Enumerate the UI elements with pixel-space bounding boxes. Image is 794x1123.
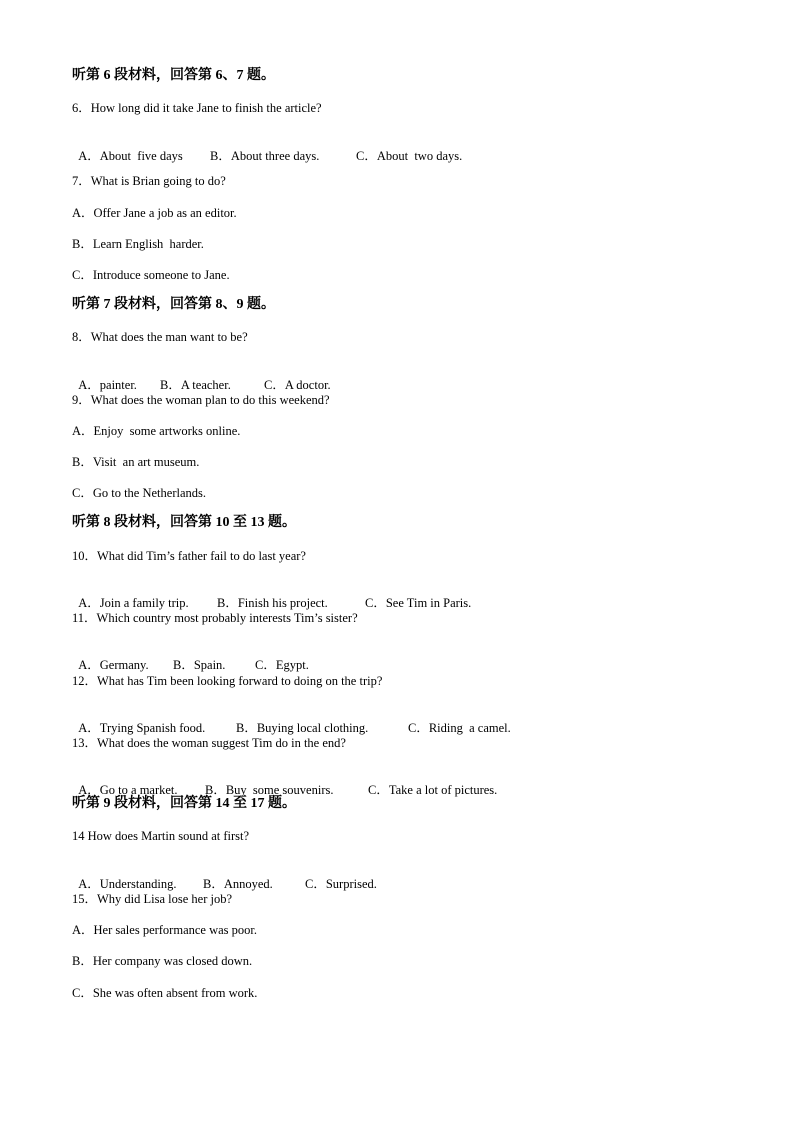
section-heading: 听第 9 段材料，回答第 14 至 17 题。	[72, 796, 296, 811]
question-13: 13．What does the woman suggest Tim do in the end?	[72, 736, 346, 750]
option-a: A．Trying Spanish food.	[78, 721, 206, 735]
option-a: A．About five days	[78, 149, 183, 163]
option-a: A．painter.	[78, 378, 137, 392]
option-b: B．A teacher.	[160, 378, 231, 392]
option-c: C．Riding a camel.	[408, 721, 511, 735]
option-c: C．A doctor.	[264, 378, 331, 392]
option-c: C．Surprised.	[305, 877, 377, 891]
question-14-options	[72, 860, 377, 892]
option-c: C．Egypt.	[255, 658, 309, 672]
question-15: 15．Why did Lisa lose her job?	[72, 892, 233, 906]
option-b: B．Buying local clothing.	[236, 721, 369, 735]
question-9-option-c: C．Go to the Netherlands.	[72, 486, 207, 500]
question-15-option-c: C．She was often absent from work.	[72, 986, 258, 1000]
option-b: B．Spain.	[173, 658, 226, 672]
option-c: C．See Tim in Paris.	[365, 596, 472, 610]
option-a: A．Go to a market.	[78, 783, 178, 797]
section-heading: 听第 8 段材料，回答第 10 至 13 题。	[72, 515, 296, 530]
section-heading: 听第 6 段材料，回答第 6、7 题。	[72, 68, 275, 83]
question-15-option-a: A．Her sales performance was poor.	[72, 923, 258, 937]
question-13-options	[72, 766, 498, 798]
question-6: 6．How long did it take Jane to finish the article?	[72, 101, 322, 115]
question-11: 11．Which country most probably interests Tim’s sister?	[72, 611, 358, 625]
question-12: 12．What has Tim been looking forward to doing on the trip?	[72, 674, 383, 688]
question-9-option-a: A．Enjoy some artworks online.	[72, 424, 241, 438]
option-b: B．Finish his project.	[217, 596, 328, 610]
question-8-options	[72, 361, 331, 393]
option-a: A．Join a family trip.	[78, 596, 189, 610]
question-14: 14 How does Martin sound at first?	[72, 829, 250, 843]
question-9-option-b: B．Visit an art museum.	[72, 455, 200, 469]
question-7: 7．What is Brian going to do?	[72, 174, 226, 188]
question-15-option-b: B．Her company was closed down.	[72, 954, 253, 968]
question-12-options	[72, 704, 511, 736]
option-b: B．Annoyed.	[203, 877, 273, 891]
option-b: B．About three days.	[210, 149, 320, 163]
option-c: C．About two days.	[356, 149, 463, 163]
section-heading: 听第 7 段材料，回答第 8、9 题。	[72, 297, 275, 312]
question-7-option-b: B．Learn English harder.	[72, 237, 204, 251]
question-10: 10．What did Tim’s father fail to do last year?	[72, 549, 306, 563]
question-6-options	[72, 132, 463, 164]
question-11-options	[72, 641, 309, 673]
question-10-options	[72, 579, 472, 611]
option-a: A．Understanding.	[78, 877, 177, 891]
question-9: 9．What does the woman plan to do this weekend?	[72, 393, 330, 407]
option-a: A．Germany.	[78, 658, 149, 672]
question-7-option-c: C．Introduce someone to Jane.	[72, 268, 230, 282]
question-7-option-a: A．Offer Jane a job as an editor.	[72, 206, 237, 220]
option-c: C．Take a lot of pictures.	[368, 783, 498, 797]
question-8: 8．What does the man want to be?	[72, 330, 248, 344]
option-b: B．Buy some souvenirs.	[205, 783, 334, 797]
